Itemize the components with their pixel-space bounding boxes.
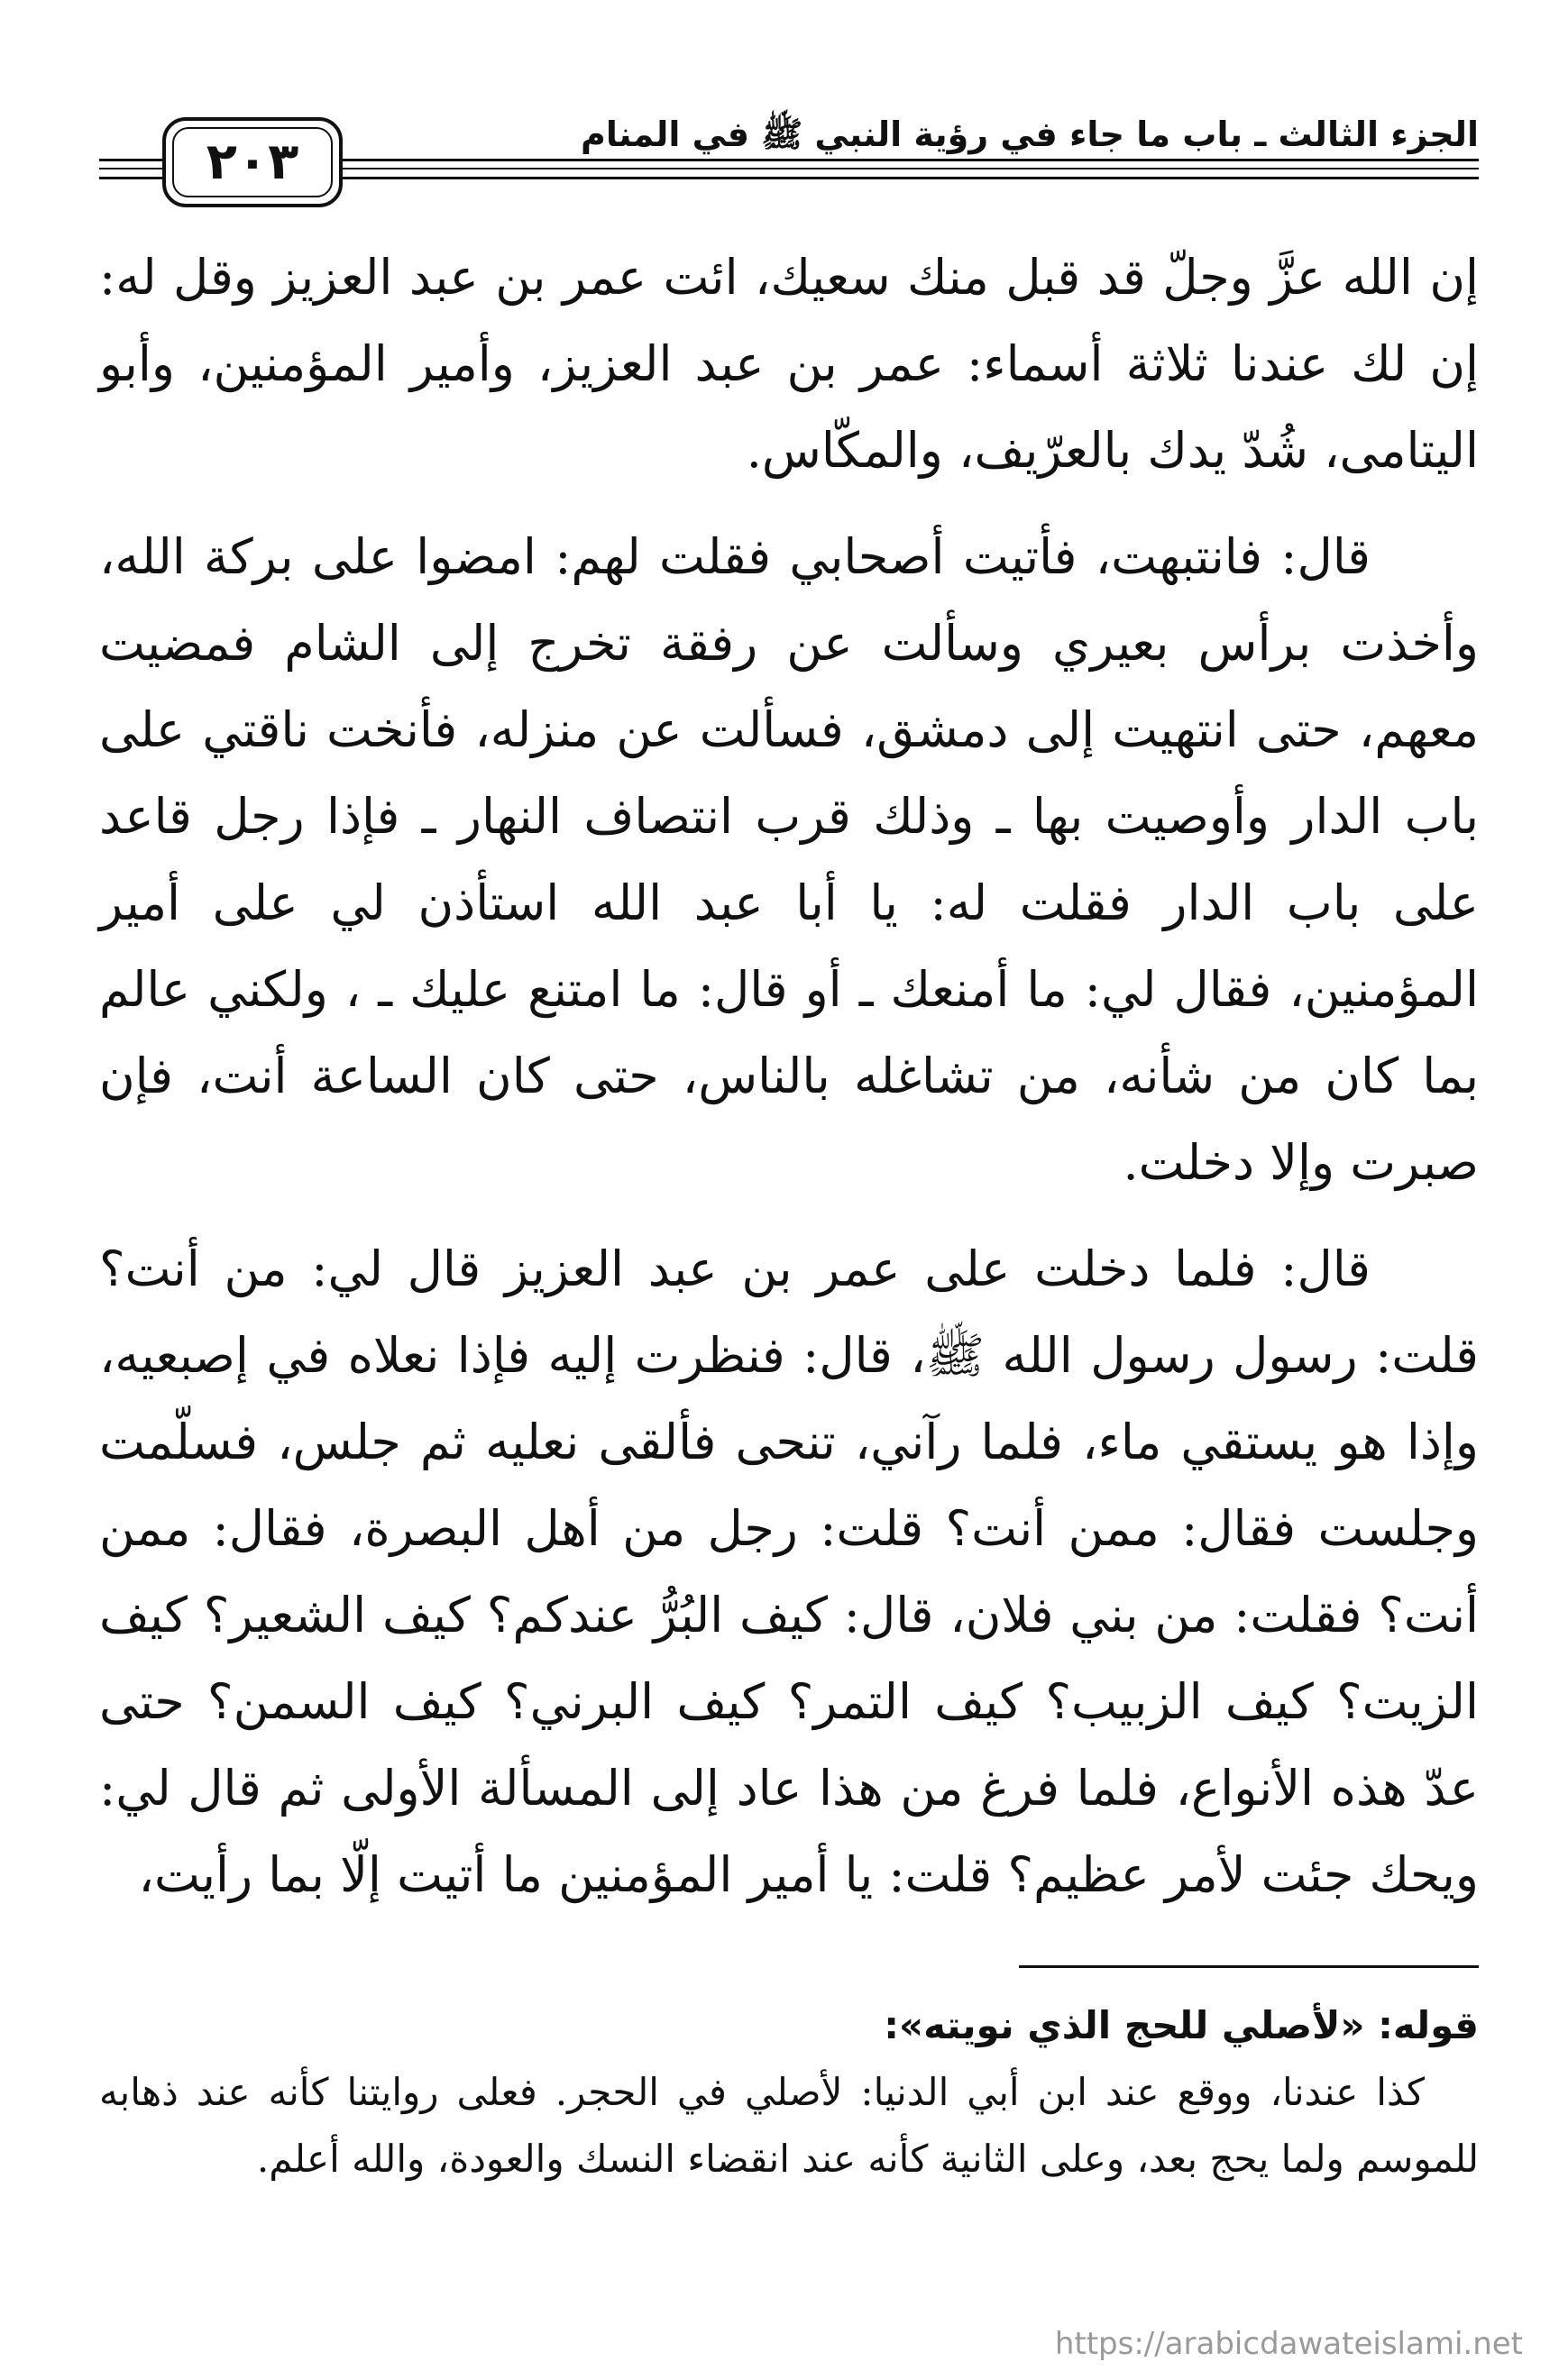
paragraph: إن الله عزَّ وجلّ قد قبل منك سعيك، ائت عمر بن عبد العزيز وقل له: إن لك عندنا ثلاثة أسماء: عمر بن عبد العزيز، وأمير المؤمنين، وأبو اليتامى، شُدّ يدك بالعرّيف، والمكّاس.: [99, 249, 1479, 479]
page-number-frame: [162, 117, 343, 207]
page-header: [99, 99, 1479, 207]
paragraph: قال: فلما دخلت على عمر بن عبد العزيز قال لي: من أنت؟ قلت: رسول رسول الله ﷺ، قال: فنظرت إليه فإذا نعلاه في إصبعيه، وإذا هو يستقي ماء، فلما رآني، تنحى فألقى نعليه ثم جلس، فسلّمت وجلست فقال: ممن أنت؟ قلت: رجل من أهل البصرة، فقال: ممن أنت؟ فقلت: من بني فلان، قال: كيف البُرُّ عندكم؟ كيف الشعير؟ كيف الزيت؟ كيف الزبيب؟ كيف التمر؟ كيف البرني؟ كيف السمن؟ حتى عدّ هذه الأنواع، فلما فرغ من هذا عاد إلى المسألة الأولى ثم قال لي: ويحك جئت لأمر عظيم؟ قلت: يا أمير المؤمنين ما أتيت إلّا بما رأيت،: [99, 1240, 1479, 1903]
footnote: [99, 1992, 1479, 2192]
footnote-text: كذا عندنا، ووقع عند ابن أبي الدنيا: لأصلي في الحجر. فعلى روايتنا كأنه عند ذهابه للموسم ولما يحج بعد، وعلى الثانية كأنه عند انقضاء النسك والعودة، والله أعلم.: [99, 2070, 1479, 2181]
watermark-url: https://arabicdawateislami.net: [1054, 2326, 1523, 2362]
footnote-heading: قوله: «لأصلي للحج الذي نويته»:: [884, 2003, 1479, 2047]
page-number: ٢٠٣: [206, 133, 299, 191]
main-text: [99, 234, 1479, 1938]
running-title: الجزء الثالث ـ باب ما جاء في رؤية النبي ﷺ في المنام: [568, 112, 1479, 157]
footnote-separator: [1019, 1965, 1479, 1968]
paragraph: قال: فانتبهت، فأتيت أصحابي فقلت لهم: امضوا على بركة الله، وأخذت برأس بعيري وسألت عن رفقة تخرج إلى الشام فمضيت معهم، حتى انتهيت إلى دمشق، فسألت عن منزله، فأنخت ناقتي على باب الدار وأوصيت بها ـ وذلك قرب انتصاف النهار ـ فإذا رجل قاعد على باب الدار فقلت له: يا أبا عبد الله استأذن لي على أمير المؤمنين، فقال لي: ما أمنعك ـ أو قال: ما امتنع عليك ـ ، ولكني عالم بما كان من شأنه، من تشاغله بالناس، حتى كان الساعة أنت، فإن صبرت وإلا دخلت.: [99, 528, 1480, 1191]
